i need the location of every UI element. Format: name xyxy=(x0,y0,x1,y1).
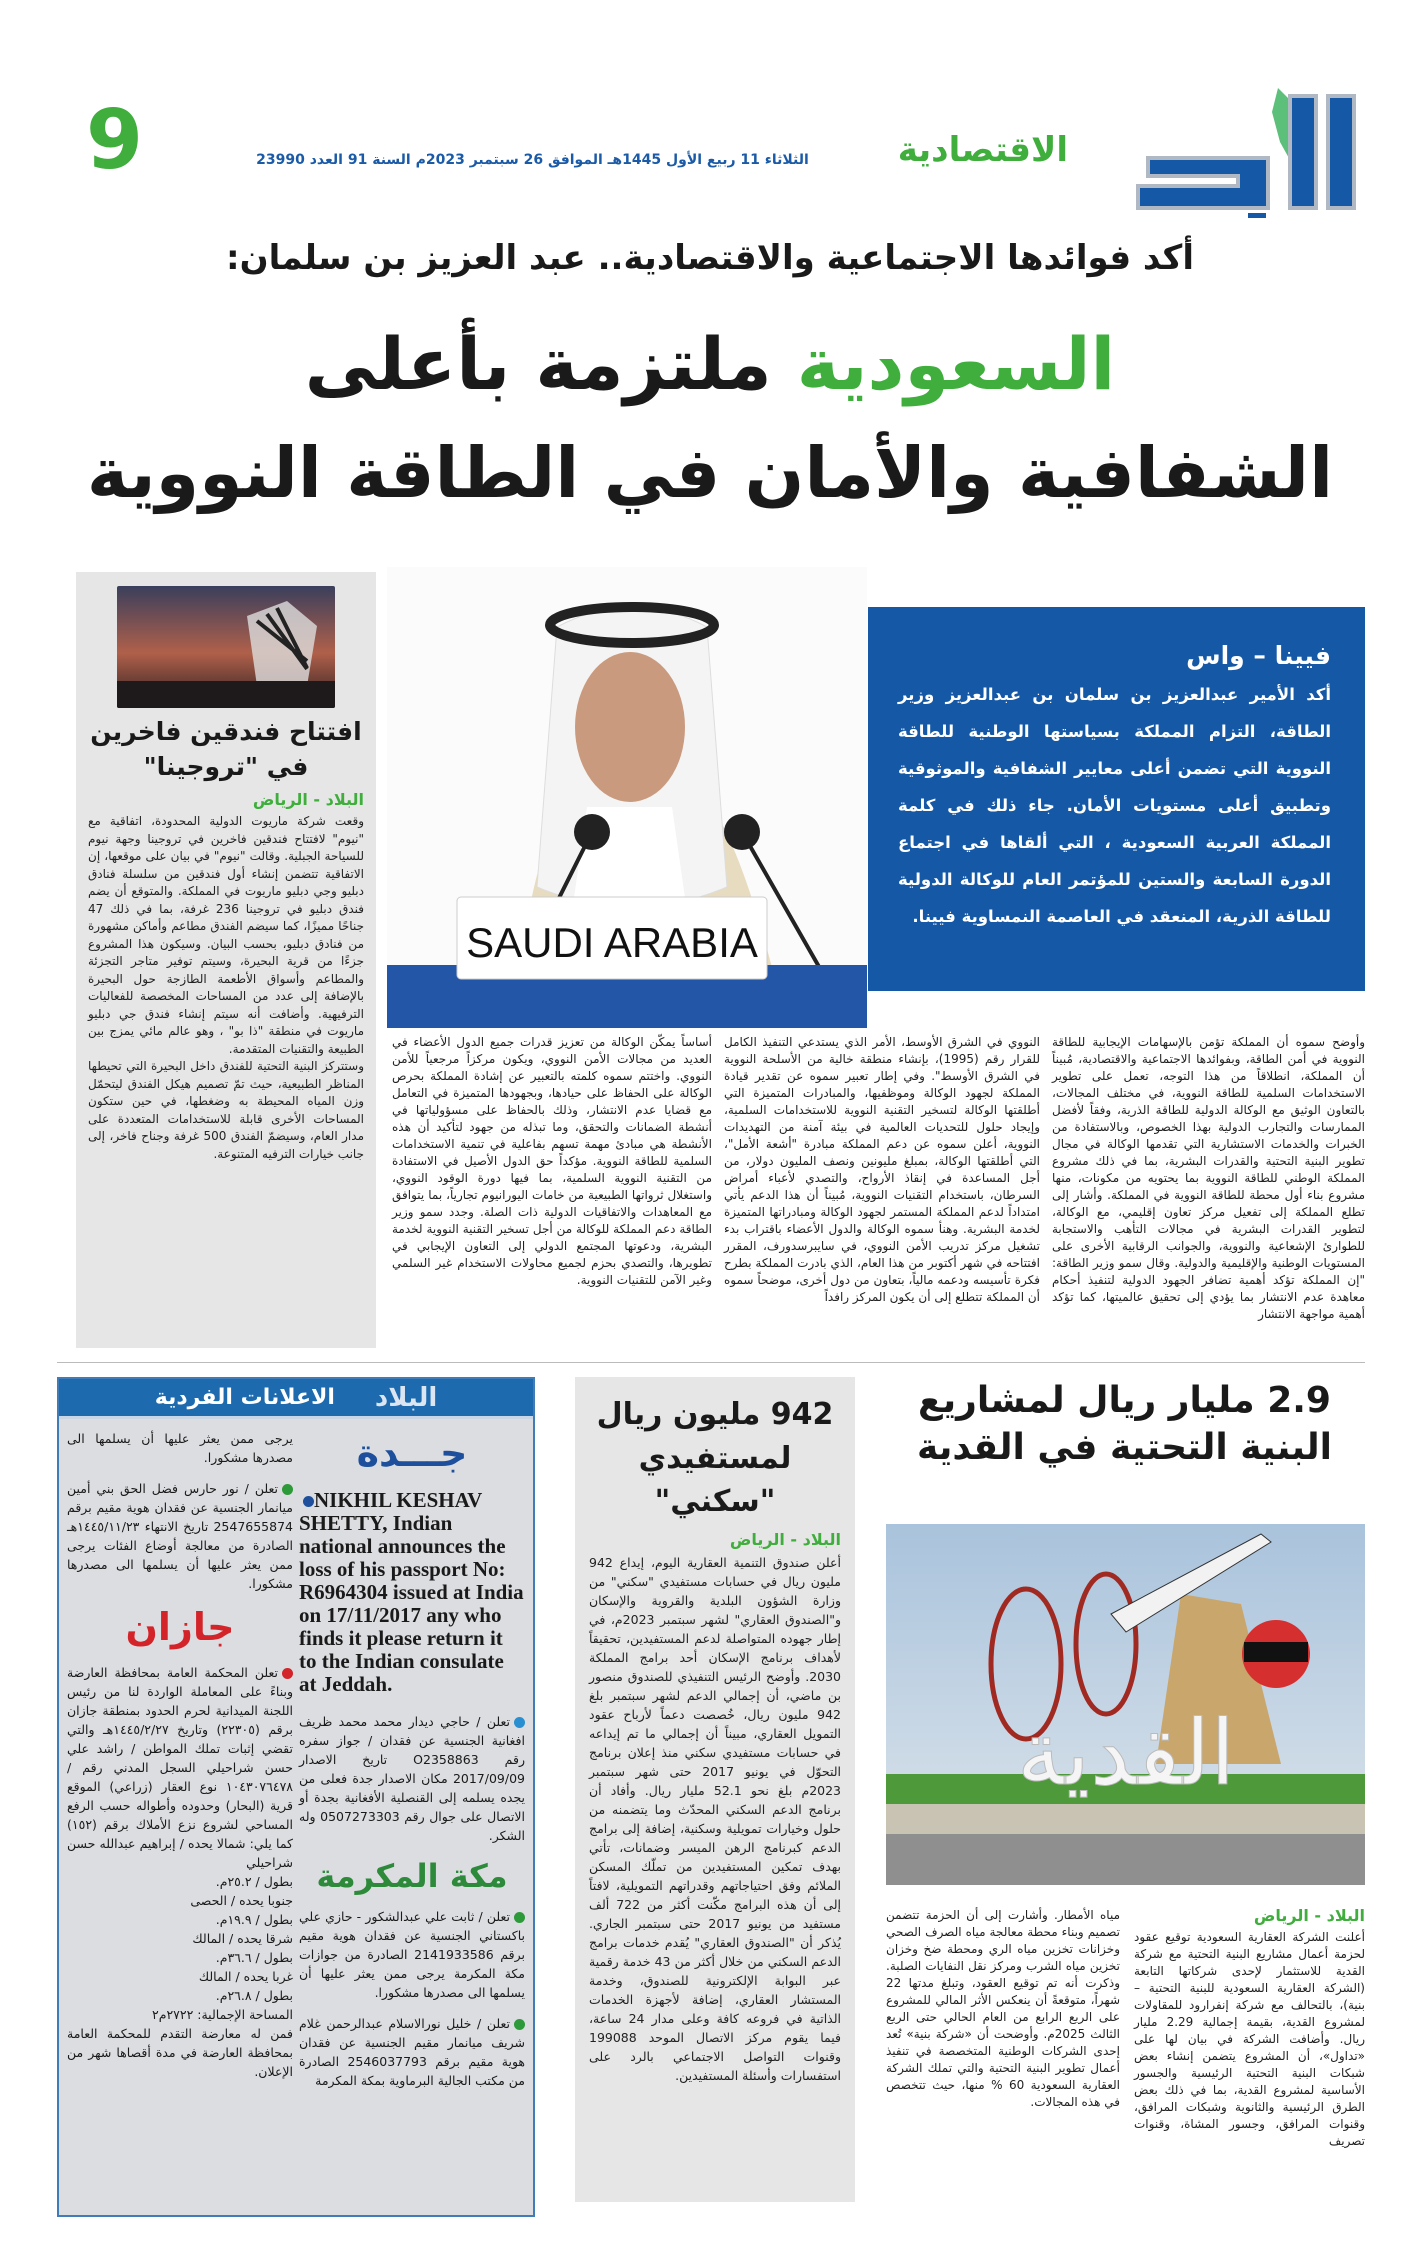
trojena-body xyxy=(88,813,364,1163)
bound-line: بطول / ١٩.٩م. xyxy=(215,1911,293,1927)
section-title: الاقتصادية xyxy=(897,130,1068,170)
issue-dateline: الثلاثاء 11 ربيع الأول 1445هـ الموافق 26 سبتمبر 2023م السنة 91 العدد 23990 xyxy=(256,152,809,168)
bullet-icon xyxy=(514,1912,525,1923)
ad-english xyxy=(299,1489,525,1696)
headline-text: ملتزمة بأعلى xyxy=(304,322,797,406)
sakani-byline: البلاد - الرياض xyxy=(729,1529,841,1549)
ad-nour xyxy=(67,1479,293,1593)
newspaper-logo xyxy=(1128,88,1368,218)
section-divider xyxy=(57,1362,1365,1363)
ad-court-end: فمن له معارضة التقدم للمحكمة العامة بمحافظة العارضة في مدة أقصاها شهر من الإعلان. xyxy=(67,2025,293,2079)
page-number: 9 xyxy=(86,93,144,188)
bound-line: غربا يحده / المالك xyxy=(198,1968,293,1984)
city-heading-jeddah: جـــدة xyxy=(356,1431,468,1475)
ad-text: تعلن / نور حارس فضل الحق بني أمين ميانمار الجنسية عن فقدان هوية مقيم برقم 2547655874 تاريخ الانتهاء ١٤٤٥/١١/٢٣هـ الصادرة من معالجة أوضاع الفئات يرجى ممن يعثر عليها أن يسلمها الى مصدرها مشكورا. xyxy=(67,1481,293,1591)
bound-line: بطول / ٣٦.٦م. xyxy=(215,1949,293,1965)
headline-highlight: السعودية xyxy=(796,322,1116,406)
ad-thabit xyxy=(299,1907,525,2002)
bullet-icon xyxy=(282,1484,293,1495)
lead-column-3: أساساً يمكّن الوكالة من تعزيز قدرات جميع الدول الأعضاء في العديد من مجالات الأمن النووي، ويكون مركزاً مرجعياً للأمن النووي. واختتم سموه كلمته بالتعبير عن إشادة المملكة بحرص الوكالة على الحفاظ على حيادها، وبجهودها المتميزة في التعامل مع قضايا عدم الانتشار، وذلك بالحفاظ على مسؤولياتها في أنشطة الضمانات والتحقق، وما تبذله من جهود لتأكيد أن هذه الأنشطة هي مبادئ مهمة تسهم بفاعلية في تنمية الاستخدامات السلمية للطاقة النووية. مؤكداً حق الدول الأصيل في الاستفادة من التقنية النووية السلمية، بما فيها دورة الوقود النووي، واستغلال ثرواتها الطبيعية من خامات اليورانيوم تجارياً، بما يتوافق مع المعاهدات والاتفاقيات الدولية ذات الصلة. وجدد سمو وزير الطاقة دعم المملكة للوكالة من أجل تسخير التقنية النووية لخدمة البشرية، ودعوتها المجتمع الدولي إلى التعاون الإيجابي في تطويرها، والتصدي بحزم لجميع محاولات الاستخدام غير السلمي وغير الآمن للتقنيات النووية. xyxy=(392,1035,712,1287)
trojena-byline: البلاد - الرياض xyxy=(252,790,364,809)
lead-kicker: أكد فوائدها الاجتماعية والاقتصادية.. عبد العزيز بن سلمان: xyxy=(225,238,1194,278)
qiddiya-column-1 xyxy=(1134,1900,1365,2150)
classifieds-left-column xyxy=(67,1429,293,2093)
ad-text: تعلن / حاجي ديدار محمد محمد ظريف افغانية الجنسية عن فقدان / جواز سفره رقم O2358863 تاريخ الاصدار 2017/09/09 مكان الاصدار جدة فعلى من يجده يسلمه إلى القنصلية الأفغانية بجدة أو الاتصال على جوال رقم 0507273303 وله الشكر. xyxy=(299,1713,525,1843)
bound-line: شرقا يحده / المالك xyxy=(192,1930,293,1946)
city-heading-makkah: مكة المكرمة xyxy=(316,1856,508,1895)
ad-text: NIKHIL KESHAV SHETTY, Indian national announces the loss of his passport No: R6964304 issued at India on 17/11/2017 any who finds it please return it to the Indian consulate at Jeddah. xyxy=(299,1487,524,1696)
intro-dateline: فيينا – واس xyxy=(1186,641,1331,670)
ad-text: تعلن / خليل نورالاسلام عبدالرحمن غلام شريف ميانمار مقيم الجنسية عن فقدان هوية مقيم برقم 2546037793 الصادرة من مكتب الجالية البرماوية بمكة المكرمة xyxy=(299,2015,526,2088)
ad-haji xyxy=(299,1712,525,1845)
trojena-article xyxy=(76,572,376,1348)
sakani-article xyxy=(575,1377,855,2202)
lead-column-1: وأوضح سموه أن المملكة تؤمن بالإسهامات الإيجابية للطاقة النووية في أمن الطاقة، وبفوائدها الاجتماعية والاقتصادية، مُبيناً أن المملكة، انطلاقاً من هذا التوجه، تعمل على تطوير الاستخدامات السلمية للطاقة النووية، في مختلف المجالات، بالتعاون الوثيق مع الوكالة الدولية للطاقة الذرية، وفقاً لأفضل الممارسات والتجارب الدولية بهذا الخصوص، وبالاستفادة من الخبرات والخدمات الاستشارية التي تقدمها الوكالة في مجال تطوير البنية التحتية والقدرات البشرية، بما في ذلك مشروع المملكة الوطني للطاقة النووية بما يحتويه من مكونات، منها مشروع بناء أول محطة للطاقة النووية في المملكة. وأشار إلى تطلع المملكة إلى تفعيل مركز تعاون إقليمي، مع الوكالة، لتطوير القدرات البشرية في مجالات التأهب والاستجابة للطوارئ الإشعاعية والنووية، والجوانب الرقابية الأخرى على المستويات الوطنية والإقليمية والدولية. وقال سمو وزير الطاقة: "إن المملكة تؤكد أهمية تضافر الجهود الدولية لتنفيذ أحكام معاهدة عدم الانتشار بما يؤدي إلى تحقيق عالميتها، كما تؤكد أهمية مواجهة الانتشار xyxy=(1052,1035,1365,1321)
bullet-icon xyxy=(282,1668,293,1679)
ad-text: تعلن / ثابت علي عبدالشكور - حازي علي باكستاني الجنسية عن فقدان هوية مقيم برقم 2141933586 الصادرة من جوازات مكة المكرمة يرجى ممن يعثر عليها أن يسلمها الى مصدرها مشكورا. xyxy=(299,1908,525,2000)
qiddiya-byline: البلاد - الرياض xyxy=(1253,1906,1365,1925)
lead-headline-line2: الشفافية والأمان في الطاقة النووية xyxy=(86,432,1334,514)
classifieds-logo: البلاد xyxy=(374,1382,438,1413)
lead-column-2: النووي في الشرق الأوسط، الأمر الذي يستدعي التنفيذ الكامل للقرار رقم (1995)، بإنشاء منطقة خالية من الأسلحة النووية في الشرق الأوسط". وفي إطار تعبير سموه عن تقدير قيادة المملكة لجهود الوكالة وموظفيها، والمبادرات المتميزة التي أطلقتها الوكالة لتسخير التقنية النووية للاستخدامات السلمية، وإيجاد حلول للتحديات العالمية في بيئة آمنة من التهديدات النووية، أعلن سموه عن دعم المملكة مبادرة "أشعة الأمل"، التي أطلقتها الوكالة، بمبلغ مليونين ونصف المليون دولار، من أجل المساعدة في إنقاذ الأرواح، والتصدي لأعباء أمراض السرطان، باستخدام التقنيات النووية، مُبيناً أن هذا الدعم يأتي امتداداً لدعم المملكة المستمر لجهود الوكالة ومبادراتها المتميزة لخدمة البشرية. وهنأ سموه الوكالة والدول الأعضاء باقتراب بدء تشغيل مركز تدريب الأمن النووي، في سايبرسدورف، المقرر افتتاحه في شهر أكتوبر من هذا العام، الذي بادرت المملكة بطرح فكرة تأسيسه ودعمه مالياً، بتعاون من دول أخرى، موضحاً سموه أن المملكة تتطلع إلى أن يكون المركز رافداً xyxy=(724,1035,1040,1304)
qiddiya-text-1: أعلنت الشركة العقارية السعودية توقيع عقود لحزمة أعمال مشاريع البنية التحتية مع شركة القدية للاستثمار لإحدى شركاتها التابعة (الشركة العقارية السعودية للبنية التحتية – بنية)، بالتحالف مع شركة إنفرارود للمقاولات لمشروع القدية، بقيمة إجمالية 2.29 مليار ريال. وأضافت الشركة في بيان لها على «تداول»، أن المشروع يتضمن إنشاء بعض شبكات البنية التحتية الرئيسية والجسور الأساسية لمشروع القدية، بما في ذلك بعض الطرق الرئيسية والثانوية وشبكات المرافق، وقنوات المرافق، وجسور المشاة، وقنوات تصريف xyxy=(1134,1930,1365,2148)
city-heading-jazan: جازان xyxy=(125,1605,235,1649)
classifieds-right-column xyxy=(299,1429,525,2102)
minister-photo xyxy=(387,567,867,1028)
ad-continued: يرجى ممن يعثر عليها أن يسلمها الى مصدرها مشكورا. xyxy=(67,1431,293,1465)
ad-court xyxy=(67,1663,293,1872)
classifieds-title: الاعلانات الفردية xyxy=(154,1385,335,1410)
bullet-icon xyxy=(514,2019,525,2030)
sakani-headline: 942 مليون ريال لمستفيدي "سكني" xyxy=(596,1397,834,1519)
country-placard: SAUDI ARABIA xyxy=(466,919,758,966)
intro-text: أكد الأمير عبدالعزيز بن سلمان بن عبدالعزيز وزير الطاقة، التزام المملكة بسياستها الوطنية للطاقة النووية التي تضمن أعلى معايير الشفافية والموثوقية وتطبيق أعلى مستويات الأمان. جاء ذلك في كلمة المملكة العربية السعودية ، التي ألقاها في اجتماع الدورة السابعة والستين للمؤتمر العام للوكالة الدولية للطاقة الذرية، المنعقد في العاصمة النمساوية فيينا. xyxy=(898,685,1331,926)
trojena-headline: افتتاح فندقين فاخرين في "تروجينا" xyxy=(90,717,362,781)
bound-line: المساحة الإجمالية: ٢٧٢٢م٢ xyxy=(151,2006,293,2022)
paragraph: وستتركز البنية التحتية للفندق داخل البحيرة التي تحيطها المناظر الطبيعية، حيث تمّ تصميم هيكل الفندق ليتحمّل وزن المياه المحيطة به وضغطها، في حين ستكون المساحات الأخرى قابلة للاستخدامات المتعددة على مدار العام، وسيضمّ الفندق 500 غرفة وجناح فاخر، إلى جانب خيارات الترفيه المتنوعة. xyxy=(88,1059,364,1161)
bound-line: بطول / ٢٥.٢م. xyxy=(215,1873,293,1889)
ad-khalil xyxy=(299,2014,525,2090)
bound-line: جنوبا يحده / الحصى xyxy=(190,1892,293,1908)
trojena-photo xyxy=(117,586,335,708)
qiddiya-photo xyxy=(886,1524,1365,1885)
ad-text: تعلن المحكمة العامة بمحافظة العارضة وبناءً على المعاملة الواردة لنا من رئيس اللجنة الميدانية لحرم الحدود بمنطقة جازان برقم (٢٢٣٠٥) وتاريخ ١٤٤٥/٢/٢٧هـ والتي تقضي إثبات تملك المواطن / راشد علي حسن شراحيلي السجل المدني رقم / ١٠٤٣٠٧٦٤٧٨ نوع العقار (زراعي) الموقع قرية (البحار) وحدوده وأطواله حسب الرفع المساحي لشروع نزع الأملاك برقم (١٥٢) كما يلي: شمالا يحده / إبراهيم عبدالله حسن شراحيلي xyxy=(67,1664,293,1870)
classifieds-header xyxy=(59,1379,533,1419)
bullet-icon xyxy=(303,1496,314,1507)
paragraph: وقعت شركة ماريوت الدولية المحدودة، اتفاقية مع "نيوم" لافتتاح فندقين فاخرين في تروجينا وجهة نيوم للسياحة الجبلية. وقالت "نيوم" في بيان على موقعها، إن الاتفاقية تتضمن إنشاء أول فندقين من سلسلة فنادق دبليو وجي دبليو ماريوت في المملكة. والمتوقع أن يضم فندق دبليو في تروجينا 236 غرفة، بما في ذلك 47 جناحًا مميزًا، كما سيضم الفندق مطاعم وأماكن مشهورة من فنادق دبليو، بحسب البيان. وسيكون هذا المشروع جزءًا من قرية البحيرة، وسيتم توفير متاجر التجزئة والمطاعم وأسواق الأطعمة الطازجة حول البحيرة بالإضافة إلى عدد من المساحات المخصصة للفعاليات الترفيهية. وأضافت أنه سيتم إنشاء فندق جي دبليو ماريوت في منطقة "ذا بو" ، وهو عالم مائي يمزج بين الطبيعة والتقنيات المتقدمة. xyxy=(88,814,365,1056)
qiddiya-column-2: مياه الأمطار. وأشارت إلى أن الحزمة تتضمن تصميم وبناء محطة معالجة مياه الصرف الصحي وخزانات تخزين مياه الري ومحطة ضخ وخزان تخزين مياه الشرب ومركز نقل النفايات الصلبة. وذكرت أنه تم توقيع العقود، وتبلغ مدتها 22 شهراً، متوقعةً أن ينعكس الأثر المالي للمشروع على الربع الرابع من العام الحالي حتى الربع الثالث 2025م. وأوضحت أن «شركة بنية» تُعد إحدى الشركات الوطنية المتخصصة في تنفيذ أعمال تطوير البنية التحتية والتي تملك الشركة العقارية السعودية 60 % منها، حيث تتخصص في هذه المجالات. xyxy=(886,1908,1120,2109)
qiddiya-sign: القدية xyxy=(1016,1701,1236,1806)
sakani-body: أعلن صندوق التنمية العقارية اليوم، إيداع 942 مليون ريال في حسابات مستفيدي "سكني" من وزارة الشؤون البلدية والقروية والإسكان و"الصندوق العقاري" لشهر سبتمبر 2023م، في إطار جهوده المتواصلة لدعم المستفيدين، تحقيقاً لأهداف برنامج الإسكان أحد برامج المملكة 2030. وأوضح الرئيس التنفيذي للصندوق منصور بن ماضي، أن إجمالي الدعم لشهر سبتمبر بلغ 942 مليون ريال، خُصصت دعماً لأرباح عقود التمويل العقاري، مبيناً أن إجمالي ما تم إيداعه في حسابات مستفيدي سكني منذ إعلان برنامج التحوّل في يونيو 2017 حتى شهر سبتمبر 2023م بلغ نحو 52.1 مليار ريال. وأفاد أن برنامج الدعم السكني المحدّث وما يتضمنه من حلول وخيارات تمويلية وسكنية، إضافة إلى برامج الدعم كبرنامج الرهن الميسر وضمانات، تأتي بهدف تمكين المستفيدين من تملّك المسكن الملائم وفق احتياجاتهم وقدراتهم التمويلية، لافتاً إلى أن هذه البرامج مكّنت أكثر من 722 ألف مستفيد من يونيو 2017 حتى سبتمبر الجاري. يُذكر أن "الصندوق العقاري" يُقدم خدمات برامج الدعم السكني من خلال أكثر من 43 خدمة رقمية عبر البوابة الإلكترونية للصندوق، وخدمة المستشار العقاري، إضافة لأجهزة الخدمات الذاتية في فروعه كافة وعلى مدار 24 ساعة، فيما يقوم مركز الاتصال الموحد 199088 وقنوات التواصل الاجتماعي بالرد على استفسارات وأسئلة المستفيدين. xyxy=(589,1554,842,2083)
qiddiya-headline: 2.9 مليار ريال لمشاريع البنية التحتية في القدية xyxy=(916,1380,1332,1468)
lead-intro-box xyxy=(868,607,1365,991)
classifieds-box xyxy=(57,1377,535,2217)
bullet-icon xyxy=(514,1717,525,1728)
bound-line: بطول / ٢٦.٨م. xyxy=(215,1987,293,2003)
ad-court-bounds xyxy=(67,1872,293,2024)
lead-headline-line1 xyxy=(40,318,1380,412)
